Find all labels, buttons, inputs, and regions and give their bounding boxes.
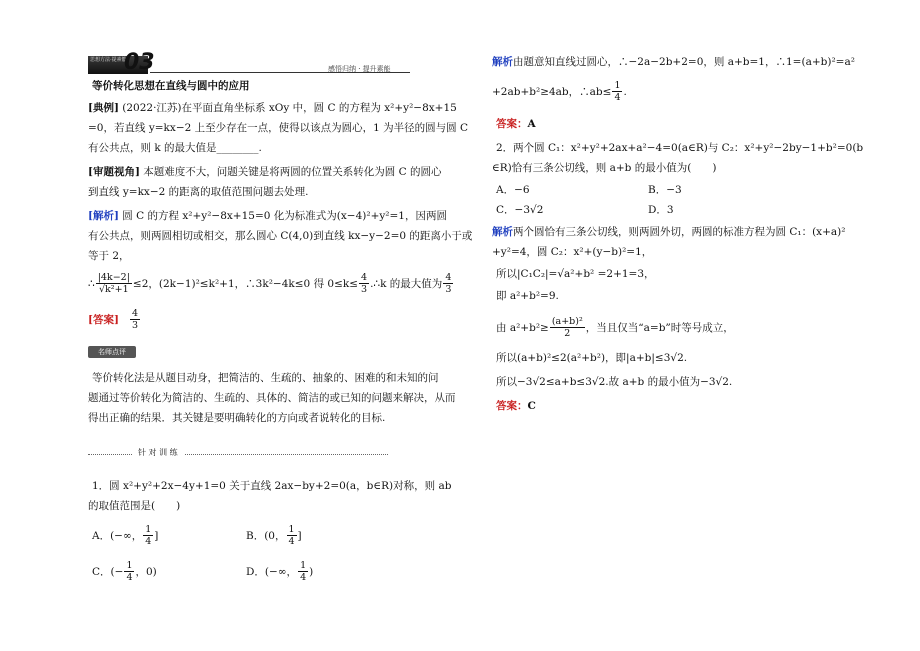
example-line-2: =0，若直线 y=kx−2 上至少存在一点，使得以该点为圆心，1 为半径的圆与圆 C	[88, 122, 469, 134]
option-d-fraction	[298, 560, 308, 583]
r-analysis-1-tag: 解析	[492, 56, 513, 68]
question-2-line-1: 2．两个圆 C₁：x²+y²+2ax+a²−4=0(a∈R)与 C₂：x²+y²−2by−1+b²=0(b	[496, 142, 864, 154]
question-1-line-2: 的取值范围是( )	[88, 500, 181, 512]
fraction-numerator: 1	[288, 524, 295, 535]
fraction-denominator: 4	[126, 572, 133, 583]
option-a-fraction	[143, 524, 153, 547]
distance-fraction	[96, 272, 132, 295]
r-analysis-2-line-1	[492, 222, 845, 242]
r-analysis-1-text: 由题意知直线过圆心，∴−2a−2b+2=0，则 a+b=1，∴1=(a+b)²=a²	[513, 56, 855, 68]
q2-option-a: A．−6	[496, 184, 530, 196]
r-analysis-2-line-5	[496, 316, 734, 339]
r-analysis-1-text-2: +2ab+b²≥4ab，∴ab≤	[492, 85, 612, 98]
option-a-prefix: A．(−∞，	[92, 529, 143, 542]
fraction-denominator: 3	[445, 284, 452, 295]
analysis-text-1: 圆 C 的方程 x²+y²−8x+15=0 化为标准式为(x−4)²+y²=1，因两圆	[122, 210, 447, 222]
review-text-1: 本题难度不大，问题关键是将两圆的位置关系转化为圆 C 的圆心	[143, 166, 442, 178]
option-b	[246, 524, 302, 547]
fraction-denominator: 4	[300, 572, 307, 583]
question-1-line-1: 1．圆 x²+y²+2x−4y+1=0 关于直线 2ax−by+2=0(a，b∈R)对称，则 ab	[92, 480, 452, 492]
analysis-line-2: 有公共点，则两圆相切或相交，那么圆心 C(4,0)到直线 kx−y−2=0 的距离小于或	[88, 230, 473, 242]
fraction-denominator: 3	[131, 320, 138, 331]
analysis-line-3: 等于 2，	[88, 250, 130, 262]
fraction-denominator: 4	[288, 536, 295, 547]
r-analysis-1-line-1	[492, 52, 855, 72]
period: .	[623, 85, 627, 98]
fraction-numerator: 1	[300, 560, 307, 571]
r-analysis-2-line-2: +y²=4，圆 C₂：x²+(y−b)²=1，	[492, 246, 653, 258]
review-line-2: 到直线 y=kx−2 的距离的取值范围问题去处理.	[88, 186, 309, 198]
fraction-numerator: 1	[145, 524, 152, 535]
r-analysis-1-fraction	[612, 80, 622, 103]
option-b-fraction	[287, 524, 297, 547]
option-a-suffix: ]	[154, 529, 159, 542]
example-tag: [典例]	[88, 102, 119, 114]
answer-value: A	[527, 118, 536, 130]
option-d-suffix: )	[309, 565, 314, 578]
fraction-denominator: 3	[361, 284, 368, 295]
review-line-1	[88, 162, 442, 182]
fraction-numerator: 4	[445, 272, 452, 283]
fraction-denominator: 2	[564, 328, 571, 339]
example-line-3: 有公共点，则 k 的最大值是________.	[88, 142, 262, 154]
fraction-numerator: 1	[126, 560, 133, 571]
comment-line-1: 等价转化法是从题目动身，把简洁的、生疏的、抽象的、困难的和未知的问	[92, 372, 439, 384]
max-value-text: .∴k 的最大值为	[370, 277, 443, 290]
r-analysis-1-line-2	[492, 80, 627, 103]
comment-line-2: 题通过等价转化为简洁的、生疏的、具体的、简洁的或已知的问题来解决，从而	[88, 392, 456, 404]
option-b-suffix: ]	[297, 529, 302, 542]
fraction-numerator: 1	[614, 80, 621, 91]
inequality-text: ≤2，(2k−1)²≤k²+1，∴3k²−4k≤0 得 0≤k≤	[132, 277, 359, 290]
fraction-denominator: 4	[614, 92, 621, 103]
fraction-numerator: 4	[131, 308, 138, 319]
option-a	[92, 524, 158, 547]
r-analysis-2-fraction	[550, 316, 585, 339]
fraction-numerator: 4	[361, 272, 368, 283]
r-analysis-2-text: 两个圆恰有三条公切线，则两圆外切，两圆的标准方程为圆 C₁：(x+a)²	[513, 226, 846, 238]
answer-value: C	[527, 400, 536, 412]
option-b-prefix: B．(0，	[246, 529, 286, 542]
r-analysis-2-tag: 解析	[492, 226, 513, 238]
r-analysis-2-line-4: 即 a²+b²=9.	[496, 290, 559, 302]
analysis-line-1	[88, 206, 447, 226]
fraction-denominator: 4	[145, 536, 152, 547]
question-2-line-2: ∈R)恰有三条公切线，则 a+b 的最小值为( )	[492, 162, 717, 174]
option-c	[92, 560, 157, 583]
review-tag: [审题视角]	[88, 166, 140, 178]
analysis-line-4	[88, 272, 454, 295]
comment-line-3: 得出正确的结果．其关键是要明确转化的方向或者说转化的目标.	[88, 412, 386, 424]
fraction-denominator: √k²+1	[98, 284, 129, 295]
r-analysis-2-line-7: 所以−3√2≤a+b≤3√2.故 a+b 的最小值为−3√2.	[496, 376, 733, 388]
analysis-tag: [解析]	[88, 210, 119, 222]
option-c-fraction	[124, 560, 134, 583]
option-d	[246, 560, 313, 583]
r-analysis-2-line-3: 所以|C₁C₂|=√a²+b² =2+1=3，	[496, 268, 655, 280]
k-bound-fraction	[359, 272, 369, 295]
r-answer-1	[496, 114, 536, 134]
answer-label: 答案：	[496, 118, 528, 130]
teacher-comment-badge: 名师点评	[88, 346, 136, 358]
answer-fraction	[130, 308, 140, 331]
r-analysis-2-text-5: 由 a²+b²≥	[496, 321, 549, 334]
section-title: 等价转化思想在直线与圆中的应用	[92, 80, 250, 92]
option-d-prefix: D．(−∞，	[246, 565, 298, 578]
training-label: 针 对 训 练	[132, 447, 184, 458]
therefore-symbol: ∴	[88, 277, 95, 290]
fraction-numerator: (a+b)²	[551, 316, 583, 327]
r-analysis-2-text-5b: ，当且仅当“a=b”时等号成立，	[585, 321, 734, 334]
q2-option-c: C．−3√2	[496, 204, 544, 216]
section-header-text: 思想方法·提素能	[90, 57, 127, 63]
q2-option-d: D．3	[648, 204, 674, 216]
max-value-fraction	[443, 272, 453, 295]
option-c-suffix: ，0)	[135, 565, 157, 578]
r-answer-2	[496, 396, 536, 416]
example-line-1	[88, 98, 457, 118]
answer-label: 答案：	[496, 400, 528, 412]
answer-line	[88, 308, 141, 331]
fraction-numerator: |4k−2|	[97, 272, 130, 283]
answer-tag: [答案]	[88, 313, 119, 326]
header-subtitle: 感悟归纳 · 提升素能	[328, 65, 391, 73]
example-text-1: (2022·江苏)在平面直角坐标系 xOy 中，圆 C 的方程为 x²+y²−8x+15	[122, 102, 457, 114]
section-number: 03	[124, 50, 155, 75]
r-analysis-2-line-6: 所以(a+b)²≤2(a²+b²)，即|a+b|≤3√2.	[496, 352, 688, 364]
option-c-prefix: C．(−	[92, 565, 124, 578]
q2-option-b: B．−3	[648, 184, 682, 196]
